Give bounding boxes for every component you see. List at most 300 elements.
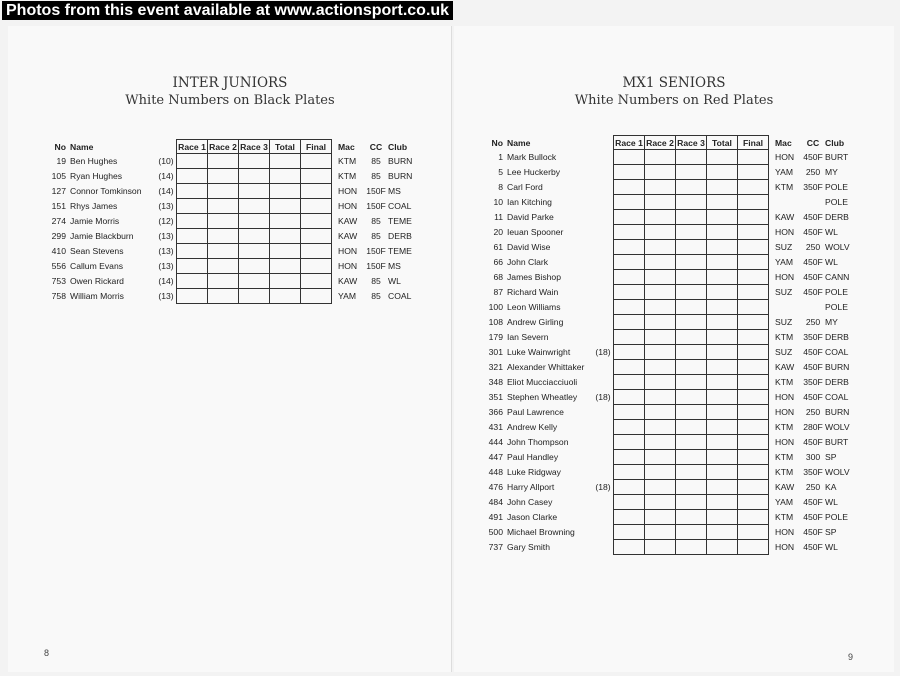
machine-make: HON [775,392,795,402]
engine-cc: 85 [371,156,381,166]
club-code: MY [825,317,838,327]
rider-number: 19 [56,156,66,166]
rider-age [593,510,614,525]
machine-make: YAM [775,257,793,267]
race3-cell [676,210,707,225]
rider-number: 476 [488,482,503,492]
race3-cell [676,195,707,210]
race1-cell [614,150,645,165]
rider-number: 151 [51,201,66,211]
table-row [473,420,859,435]
mx1-seniors-entry-table [473,135,860,555]
table-row [473,405,859,420]
rider-age: (14) [158,186,174,196]
race2-cell [645,195,676,210]
engine-cc [801,195,825,210]
race3-cell [239,259,270,274]
club-code: WL [825,227,838,237]
race1-cell [614,420,645,435]
rider-name: Connor Tomkinson [70,186,142,196]
club-code: BURT [825,437,849,447]
final-cell [301,169,332,184]
machine-make: KAW [338,276,358,286]
race2-cell [645,480,676,495]
engine-cc: 450F [803,497,823,507]
engine-cc: 450F [803,212,823,222]
rider-name: William Morris [70,291,124,301]
race1-cell [614,540,645,555]
table-row [473,315,859,330]
race2-cell [645,210,676,225]
left-subtitle: White Numbers on Black Plates [125,93,335,108]
rider-number: 105 [51,171,66,181]
header-name: Name [507,137,531,148]
club-code: POLE [825,197,848,207]
machine-make: HON [338,186,358,196]
rider-number: 500 [488,527,503,537]
club-code: WL [388,276,401,286]
table-row [36,214,422,229]
machine-make: KTM [338,171,357,181]
club-code: WL [825,257,838,267]
header-race2: Race 2 [209,141,237,152]
race3-cell [676,345,707,360]
table-row [36,229,422,244]
table-row [473,270,859,285]
rider-name: Alexander Whittaker [507,362,585,372]
left-page [8,26,452,672]
table-row [473,285,859,300]
club-code: MS [388,261,401,271]
rider-age [593,210,614,225]
rider-age [593,330,614,345]
rider-name: Andrew Girling [507,317,564,327]
final-cell [738,435,769,450]
rider-number: 274 [51,216,66,226]
total-cell [707,285,738,300]
race2-cell [645,435,676,450]
rider-name: Michael Browning [507,527,575,537]
rider-number: 366 [488,407,503,417]
final-cell [301,184,332,199]
race1-cell [614,390,645,405]
club-code: COAL [388,291,412,301]
watermark-banner: Photos from this event available at www.actionsport.co.uk [2,1,453,20]
engine-cc: 450F [803,227,823,237]
rider-number: 556 [51,261,66,271]
club-code: SP [825,527,837,537]
rider-age [593,540,614,555]
engine-cc: 85 [371,216,381,226]
table-row [473,225,859,240]
race3-cell [676,435,707,450]
header-club: Club [388,141,408,152]
total-cell [707,300,738,315]
engine-cc: 85 [371,276,381,286]
race1-cell [614,270,645,285]
race1-cell [614,195,645,210]
rider-name: Ian Kitching [507,197,552,207]
final-cell [738,225,769,240]
race3-cell [676,255,707,270]
machine-make: SUZ [775,242,793,252]
total-cell [707,165,738,180]
table-row [473,150,859,165]
right-title: MX1 SENIORS [622,75,726,91]
race2-cell [208,229,239,244]
total-cell [270,199,301,214]
table-row [473,180,859,195]
table-row [473,540,859,555]
race3-cell [676,405,707,420]
table-header-row [36,140,422,154]
race2-cell [645,450,676,465]
race2-cell [208,214,239,229]
club-code: CANN [825,272,850,282]
race3-cell [676,180,707,195]
rider-name: Jamie Morris [70,216,120,226]
total-cell [707,315,738,330]
race1-cell [614,330,645,345]
race1-cell [614,450,645,465]
final-cell [738,345,769,360]
race2-cell [208,154,239,169]
rider-name: Owen Rickard [70,276,124,286]
machine-make: HON [775,527,795,537]
final-cell [301,229,332,244]
race1-cell [614,255,645,270]
rider-name: Callum Evans [70,261,124,271]
rider-name: David Parke [507,212,554,222]
total-cell [270,214,301,229]
final-cell [738,420,769,435]
club-code: BURN [825,362,850,372]
right-page-number: 9 [848,652,854,662]
final-cell [301,274,332,289]
race2-cell [645,165,676,180]
club-code: COAL [388,201,412,211]
final-cell [738,285,769,300]
total-cell [707,210,738,225]
header-mac: Mac [775,137,792,148]
rider-number: 179 [488,332,503,342]
race3-cell [676,270,707,285]
machine-make: KTM [775,332,794,342]
header-no: No [491,137,503,148]
header-final: Final [301,140,332,154]
rider-age [593,450,614,465]
table-row [473,480,859,495]
header-total: Total [707,136,738,150]
race3-cell [239,184,270,199]
race1-cell [614,405,645,420]
total-cell [707,420,738,435]
machine-make [775,300,801,315]
engine-cc: 250 [805,317,821,327]
table-row [36,184,422,199]
rider-age [593,285,614,300]
total-cell [270,169,301,184]
rider-number: 11 [494,212,503,222]
machine-make: KTM [775,377,794,387]
engine-cc: 450F [803,512,823,522]
header-race3: Race 3 [240,141,268,152]
total-cell [270,154,301,169]
rider-age: (12) [158,216,174,226]
race2-cell [645,465,676,480]
race3-cell [676,330,707,345]
rider-age [593,435,614,450]
total-cell [707,180,738,195]
race3-cell [239,244,270,259]
rider-name: Harry Allport [507,482,555,492]
machine-make: KTM [775,452,794,462]
race2-cell [645,300,676,315]
rider-age [593,195,614,210]
table-row [473,450,859,465]
machine-make: YAM [775,497,793,507]
club-code: BURN [388,156,413,166]
rider-number: 348 [488,377,503,387]
rider-number: 66 [493,257,503,267]
right-subtitle: White Numbers on Red Plates [574,93,774,108]
rider-age [593,315,614,330]
rider-name: Stephen Wheatley [507,392,578,402]
header-race2: Race 2 [646,137,674,148]
engine-cc: 450F [803,287,823,297]
race1-cell [614,210,645,225]
race3-cell [676,495,707,510]
final-cell [738,525,769,540]
rider-age [593,360,614,375]
rider-name: Rhys James [70,201,118,211]
table-row [36,169,422,184]
total-cell [707,345,738,360]
final-cell [738,270,769,285]
machine-make: HON [775,272,795,282]
rider-name: James Bishop [507,272,561,282]
header-mac: Mac [338,141,355,152]
club-code: COAL [825,392,849,402]
header-no: No [54,141,66,152]
club-code: COAL [825,347,849,357]
total-cell [707,255,738,270]
rider-age [593,300,614,315]
machine-make: HON [775,437,795,447]
final-cell [738,450,769,465]
race2-cell [208,259,239,274]
engine-cc: 250 [805,482,821,492]
race3-cell [676,540,707,555]
rider-age: (13) [158,246,174,256]
table-row [473,360,859,375]
table-row [473,525,859,540]
total-cell [270,184,301,199]
rider-age [593,165,614,180]
left-page-number: 8 [44,648,50,658]
engine-cc: 250 [805,242,821,252]
total-cell [707,465,738,480]
rider-number: 299 [51,231,66,241]
total-cell [707,225,738,240]
engine-cc: 450F [803,362,823,372]
total-cell [270,244,301,259]
race1-cell [614,180,645,195]
final-cell [301,289,332,304]
table-row [473,255,859,270]
engine-cc: 150F [366,186,386,196]
club-code: TEME [388,216,412,226]
rider-name: Luke Ridgway [507,467,561,477]
race2-cell [645,510,676,525]
final-cell [738,315,769,330]
rider-name: Richard Wain [507,287,559,297]
rider-number: 410 [51,246,66,256]
total-cell [707,375,738,390]
engine-cc: 450F [803,542,823,552]
rider-number: 737 [488,542,503,552]
rider-number: 1 [498,152,503,162]
race2-cell [645,270,676,285]
club-code: BURN [825,407,850,417]
rider-age [593,465,614,480]
final-cell [301,214,332,229]
race3-cell [676,240,707,255]
total-cell [707,450,738,465]
race3-cell [239,229,270,244]
rider-name: Lee Huckerby [507,167,561,177]
header-age [156,140,177,154]
final-cell [738,240,769,255]
race1-cell [614,375,645,390]
left-title: INTER JUNIORS [172,75,288,91]
club-code: TEME [388,246,412,256]
final-cell [738,540,769,555]
final-cell [738,465,769,480]
final-cell [738,195,769,210]
total-cell [707,405,738,420]
race1-cell [177,259,208,274]
total-cell [707,480,738,495]
race3-cell [676,450,707,465]
rider-name: Carl Ford [507,182,543,192]
engine-cc: 150F [366,261,386,271]
rider-number: 8 [498,182,503,192]
table-row [473,435,859,450]
total-cell [707,390,738,405]
club-code: DERB [388,231,412,241]
race2-cell [645,405,676,420]
race3-cell [676,225,707,240]
club-code: WOLV [825,422,850,432]
race3-cell [676,300,707,315]
rider-age: (10) [158,156,174,166]
race1-cell [177,169,208,184]
total-cell [270,229,301,244]
rider-age [593,420,614,435]
machine-make: KAW [338,231,358,241]
header-race1: Race 1 [615,137,643,148]
machine-make: HON [338,201,358,211]
race2-cell [645,225,676,240]
rider-name: Paul Lawrence [507,407,564,417]
rider-name: Ian Severn [507,332,549,342]
club-code: DERB [825,212,849,222]
race2-cell [208,184,239,199]
rider-age: (14) [158,171,174,181]
machine-make: KAW [775,212,795,222]
final-cell [738,360,769,375]
race3-cell [676,480,707,495]
final-cell [738,150,769,165]
rider-name: Jason Clarke [507,512,558,522]
rider-number: 100 [488,302,503,312]
engine-cc: 350F [803,467,823,477]
engine-cc: 300 [805,452,821,462]
rider-age: (13) [158,201,174,211]
machine-make: HON [775,542,795,552]
race2-cell [645,285,676,300]
club-code: BURT [825,152,849,162]
machine-make: KAW [775,362,795,372]
inter-juniors-entry-table [36,139,423,304]
race3-cell [676,150,707,165]
rider-number: 5 [498,167,503,177]
bleed-through-text [168,116,172,132]
total-cell [270,274,301,289]
club-code: POLE [825,302,848,312]
header-total: Total [270,140,301,154]
machine-make: HON [775,227,795,237]
rider-age: (18) [595,347,611,357]
total-cell [707,270,738,285]
rider-number: 20 [493,227,503,237]
race2-cell [208,274,239,289]
engine-cc: 85 [371,231,381,241]
rider-name: John Casey [507,497,553,507]
rider-name: Ben Hughes [70,156,118,166]
race3-cell [676,360,707,375]
engine-cc: 350F [803,182,823,192]
club-code: POLE [825,287,848,297]
rider-age [593,405,614,420]
final-cell [738,510,769,525]
table-row [36,274,422,289]
race1-cell [177,274,208,289]
engine-cc: 450F [803,527,823,537]
engine-cc: 450F [803,437,823,447]
race3-cell [676,525,707,540]
rider-number: 448 [488,467,503,477]
rider-name: John Thompson [507,437,569,447]
machine-make: KTM [775,182,794,192]
machine-make [775,195,801,210]
rider-number: 444 [488,437,503,447]
race2-cell [645,315,676,330]
final-cell [738,300,769,315]
final-cell [738,405,769,420]
total-cell [270,289,301,304]
race3-cell [239,214,270,229]
total-cell [707,525,738,540]
rider-age [593,375,614,390]
race1-cell [614,285,645,300]
table-row [473,495,859,510]
club-code: KA [825,482,837,492]
rider-name: Luke Wainwright [507,347,571,357]
race2-cell [645,345,676,360]
engine-cc: 150F [366,201,386,211]
